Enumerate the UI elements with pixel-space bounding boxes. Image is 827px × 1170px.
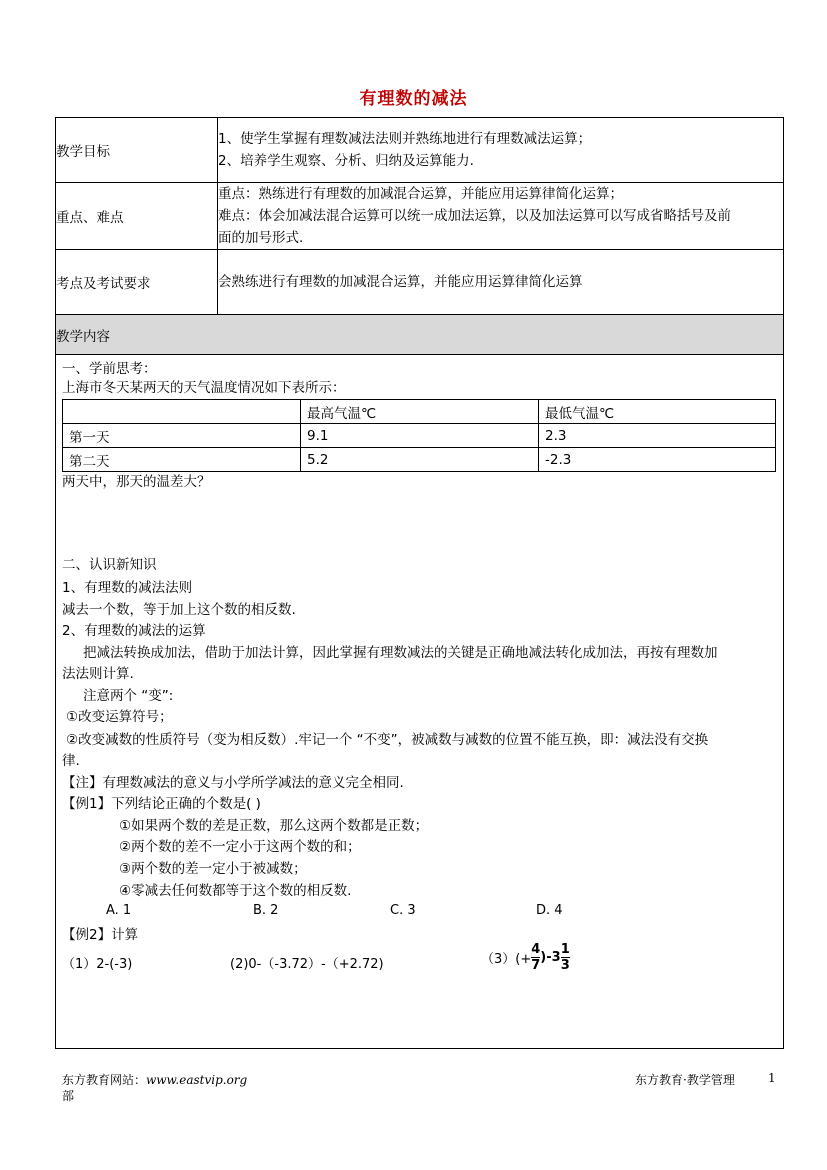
table-cell: 9.1 <box>301 424 539 448</box>
footer-right: 东方教育·教学管理 <box>635 1073 735 1087</box>
fraction-numerator: 1 <box>560 942 570 957</box>
paragraph: ②改变减数的性质符号（变为相反数）.牢记一个 “不变”，被减数与减数的位置不能互换，即：减法没有交换 <box>66 732 709 748</box>
calc-2: (2)0-（-3.72）-（+2.72) <box>230 957 384 972</box>
example-item: ①如果两个数的差是正数，那么这两个数都是正数； <box>119 818 429 834</box>
paragraph: 把减法转换成加法，借助于加法计算，因此掌握有理数减法的关键是正确地减法转化成加法，再按有理数加 <box>83 645 718 661</box>
row-label: 教学目标 <box>56 118 218 183</box>
example-item: ④零减去任何数都等于这个数的相反数. <box>119 883 352 899</box>
row-content <box>218 118 784 183</box>
option-d: D. 4 <box>536 903 563 918</box>
footer-left <box>62 1071 247 1088</box>
document-title: 有理数的减法 <box>359 89 468 109</box>
table-row <box>63 424 776 448</box>
content-line: 面的加号形式. <box>218 230 304 246</box>
fraction-denominator: 7 <box>531 958 541 973</box>
example-item: ②两个数的差不一定小于这两个数的和； <box>119 839 361 855</box>
calc-3-middle: )-3 <box>540 950 561 965</box>
content-line: 难点：体会加减法混合运算可以统一成加法运算，以及加法运算可以写成省略括号及前 <box>218 208 731 224</box>
calc-1: （1）2-(-3) <box>62 957 133 972</box>
body-cell <box>56 355 784 1049</box>
paragraph: 注意两个 “变”: <box>83 688 174 704</box>
content-line: 1、使学生掌握有理数减法法则并熟练地进行有理数减法运算； <box>218 131 592 147</box>
paragraph: 上海市冬天某两天的天气温度情况如下表所示： <box>62 380 346 396</box>
temperature-table <box>62 399 776 472</box>
lesson-table <box>55 117 784 1049</box>
option-a: A. 1 <box>106 903 132 918</box>
option-b: B. 2 <box>253 903 279 918</box>
table-row <box>63 448 776 472</box>
page-number: 1 <box>768 1071 776 1085</box>
content-line: 2、培养学生观察、分析、归纳及运算能力. <box>218 153 474 169</box>
table-cell: 5.2 <box>301 448 539 472</box>
content-line: 会熟练进行有理数的加减混合运算，并能应用运算律简化运算 <box>218 274 583 290</box>
table-header-row <box>63 400 776 424</box>
row-keypoints <box>56 183 784 250</box>
row-label: 重点、难点 <box>56 183 218 250</box>
example-2: 【例2】计算 <box>62 927 139 943</box>
table-cell <box>63 400 301 424</box>
fraction-numerator: 4 <box>531 942 541 957</box>
content-header: 教学内容 <box>56 315 784 355</box>
note: 【注】有理数减法的意义与小学所学减法的意义完全相同. <box>62 775 404 791</box>
row-label: 考点及考试要求 <box>56 250 218 315</box>
footer-site-label: 东方教育网站： <box>62 1073 147 1087</box>
paragraph: 减去一个数，等于加上这个数的相反数. <box>62 602 296 618</box>
row-objectives <box>56 118 784 183</box>
table-cell: 2.3 <box>539 424 776 448</box>
lesson-body <box>56 355 783 1048</box>
footer-site-url[interactable]: www.eastvip.org <box>146 1073 248 1087</box>
paragraph: ①改变运算符号； <box>66 709 173 725</box>
row-content <box>218 250 784 315</box>
content-line: 重点：熟练进行有理数的加减混合运算，并能应用运算律简化运算； <box>218 186 623 202</box>
fraction-one-third <box>561 943 570 972</box>
calc-3-prefix: （3）(+ <box>481 952 532 967</box>
row-exam <box>56 250 784 315</box>
fraction-denominator: 3 <box>560 958 570 973</box>
question: 两天中，那天的温差大？ <box>62 474 211 490</box>
section-heading: 二、认识新知识 <box>62 557 157 573</box>
footer-left-cont: 部 <box>62 1089 75 1103</box>
example-item: ③两个数的差一定小于被减数； <box>119 861 307 877</box>
row-body <box>56 355 784 1049</box>
paragraph: 律. <box>62 753 80 769</box>
fraction-four-sevenths <box>531 943 540 972</box>
table-cell: -2.3 <box>539 448 776 472</box>
table-cell: 第二天 <box>63 448 301 472</box>
row-content-header <box>56 315 784 355</box>
row-content <box>218 183 784 250</box>
paragraph: 1、有理数的减法法则 <box>62 580 193 596</box>
example-1: 【例1】下列结论正确的个数是( ) <box>62 796 261 812</box>
option-c: C. 3 <box>390 903 416 918</box>
table-cell: 最高气温℃ <box>301 400 539 424</box>
section-heading: 一、学前思考： <box>62 361 157 377</box>
calc-3 <box>481 943 570 972</box>
paragraph: 2、有理数的减法的运算 <box>62 623 206 639</box>
table-cell: 第一天 <box>63 424 301 448</box>
table-cell: 最低气温℃ <box>539 400 776 424</box>
paragraph: 法法则计算. <box>62 666 134 682</box>
